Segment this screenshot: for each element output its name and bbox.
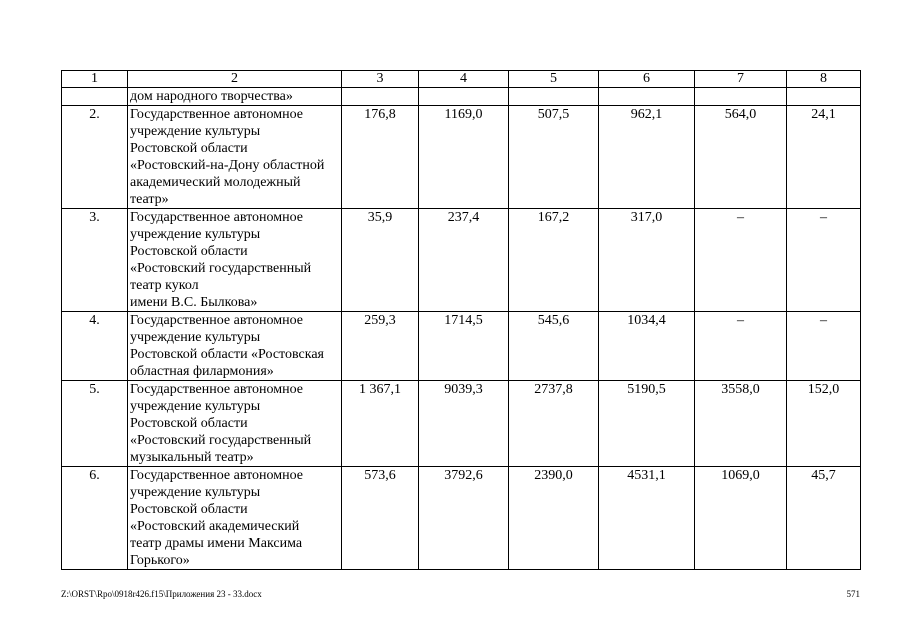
value-col3: 573,6 — [342, 467, 419, 570]
row-number: 2. — [62, 106, 128, 209]
value-col8: 45,7 — [787, 467, 861, 570]
value-col6: 4531,1 — [599, 467, 695, 570]
value-col7: – — [695, 209, 787, 312]
header-cell: 7 — [695, 71, 787, 88]
value-col8: – — [787, 209, 861, 312]
footer-file-path: Z:\ORST\Rpo\0918r426.f15\Приложения 23 - 33.docx — [61, 589, 262, 599]
value-col6: 317,0 — [599, 209, 695, 312]
value-col7: – — [695, 312, 787, 381]
value-col6: 5190,5 — [599, 381, 695, 467]
value-col5: 507,5 — [509, 106, 599, 209]
table-row — [62, 381, 861, 467]
continuation-text: дом народного творчества» — [128, 88, 342, 106]
value-col6: 962,1 — [599, 106, 695, 209]
value-col6: 1034,4 — [599, 312, 695, 381]
header-cell: 3 — [342, 71, 419, 88]
value-col7: 1069,0 — [695, 467, 787, 570]
row-number: 3. — [62, 209, 128, 312]
institution-name: Государственное автономное учреждение культуры Ростовской области «Ростовский академический театр драмы имени Максима Горького» — [128, 467, 342, 570]
institution-name: Государственное автономное учреждение культуры Ростовской области «Ростовская областная филармония» — [128, 312, 342, 381]
header-cell: 4 — [419, 71, 509, 88]
value-col4: 3792,6 — [419, 467, 509, 570]
value-col4: 1714,5 — [419, 312, 509, 381]
table-row — [62, 312, 861, 381]
institution-name: Государственное автономное учреждение культуры Ростовской области «Ростовский государственный музыкальный театр» — [128, 381, 342, 467]
header-cell: 2 — [128, 71, 342, 88]
value-col3: 35,9 — [342, 209, 419, 312]
value-col7: 3558,0 — [695, 381, 787, 467]
value-col7: 564,0 — [695, 106, 787, 209]
header-row — [62, 71, 861, 88]
value-col8: 24,1 — [787, 106, 861, 209]
table-row — [62, 209, 861, 312]
row-number: 6. — [62, 467, 128, 570]
value-col4: 1169,0 — [419, 106, 509, 209]
table-row — [62, 106, 861, 209]
row-number: 5. — [62, 381, 128, 467]
header-cell: 1 — [62, 71, 128, 88]
value-col5: 2737,8 — [509, 381, 599, 467]
value-col8: 152,0 — [787, 381, 861, 467]
footer-page-number: 571 — [846, 589, 860, 599]
header-cell: 8 — [787, 71, 861, 88]
value-col5: 167,2 — [509, 209, 599, 312]
row-number: 4. — [62, 312, 128, 381]
value-col5: 2390,0 — [509, 467, 599, 570]
value-col5: 545,6 — [509, 312, 599, 381]
value-col4: 237,4 — [419, 209, 509, 312]
header-cell: 6 — [599, 71, 695, 88]
value-col3: 176,8 — [342, 106, 419, 209]
continuation-row — [62, 88, 861, 106]
budget-table — [61, 70, 861, 570]
value-col8: – — [787, 312, 861, 381]
value-col3: 1 367,1 — [342, 381, 419, 467]
header-cell: 5 — [509, 71, 599, 88]
value-col4: 9039,3 — [419, 381, 509, 467]
table-row — [62, 467, 861, 570]
value-col3: 259,3 — [342, 312, 419, 381]
institution-name: Государственное автономное учреждение культуры Ростовской области «Ростовский-на-Дону областной академический молодежный театр» — [128, 106, 342, 209]
institution-name: Государственное автономное учреждение культуры Ростовской области «Ростовский государственный театр кукол имени В.С. Былкова» — [128, 209, 342, 312]
